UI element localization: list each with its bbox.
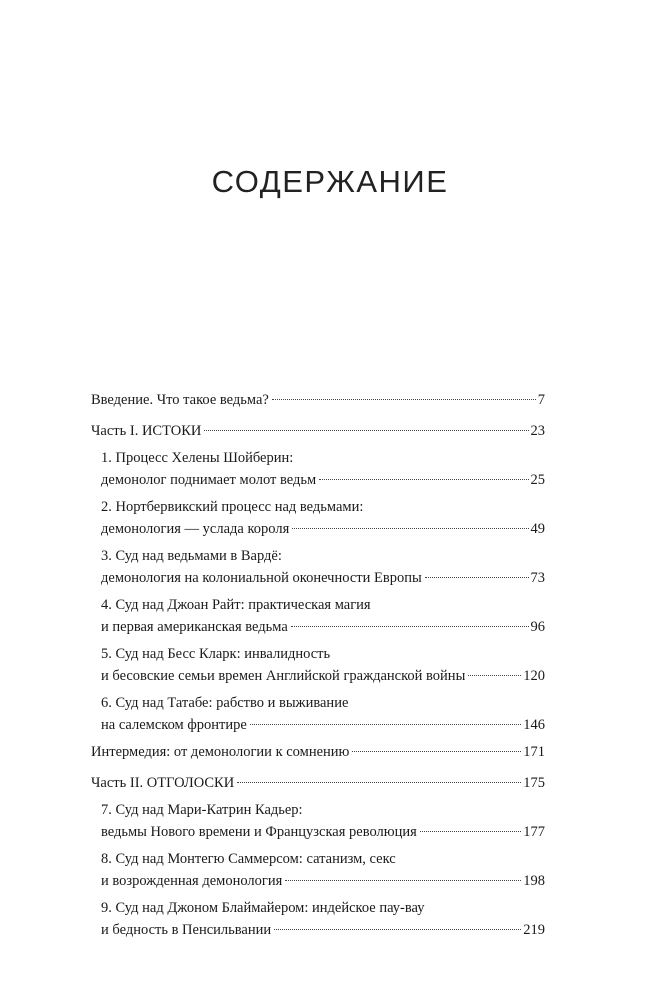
dot-leader (204, 430, 528, 431)
toc-entry-title: Часть II. ОТГОЛОСКИ (91, 775, 235, 791)
dot-leader (425, 577, 529, 578)
toc-entry-chapter-6 (101, 692, 545, 736)
toc-entry-subtitle: демонология — услада короля (101, 521, 290, 537)
dot-leader (292, 528, 528, 529)
toc-page-number: 49 (530, 521, 545, 537)
toc-entry-title: 1. Процесс Хелены Шойберин: (101, 450, 294, 466)
toc-page-number: 96 (530, 619, 545, 635)
toc-entry-title: 8. Суд над Монтегю Саммерсом: сатанизм, секс (101, 851, 396, 867)
toc-entry-chapter-3 (101, 545, 545, 589)
toc-entry-introduction (91, 389, 545, 411)
dot-leader (274, 929, 521, 930)
toc-entry-title: 5. Суд над Бесс Кларк: инвалидность (101, 646, 331, 662)
toc-page-number: 25 (530, 472, 545, 488)
dot-leader (272, 399, 536, 400)
toc-entry-subtitle: и бесовские семьи времен Английской гражданской войны (101, 668, 466, 684)
toc-entry-chapter-4 (101, 594, 545, 638)
toc-entry-title: 9. Суд над Джоном Блаймайером: индейское пау-вау (101, 900, 425, 916)
toc-entry-chapter-7 (101, 799, 545, 843)
toc-entry-chapter-2 (101, 496, 545, 540)
toc-entry-part-1 (91, 420, 545, 442)
toc-page-number: 146 (523, 717, 545, 733)
toc-entry-subtitle: и бедность в Пенсильвании (101, 922, 272, 938)
toc-entry-subtitle: на салемском фронтире (101, 717, 247, 733)
toc-entry-chapter-9 (101, 897, 545, 941)
toc-entry-title: 6. Суд над Татабе: рабство и выживание (101, 695, 349, 711)
toc-entry-subtitle: ведьмы Нового времени и Французская революция (101, 824, 417, 840)
toc-page-number: 23 (530, 423, 545, 439)
toc-entry-title: 4. Суд над Джоан Райт: практическая магия (101, 597, 371, 613)
toc-page-number: 120 (523, 668, 545, 684)
dot-leader (250, 724, 521, 725)
toc-entry-title: 7. Суд над Мари-Катрин Кадьер: (101, 802, 303, 818)
table-of-contents (91, 389, 545, 941)
toc-entry-subtitle: демонолог поднимает молот ведьм (101, 472, 317, 488)
toc-entry-chapter-5 (101, 643, 545, 687)
toc-entry-title: 2. Нортбервикский процесс над ведьмами: (101, 499, 364, 515)
toc-entry-subtitle: и возрожденная демонология (101, 873, 283, 889)
toc-page-number: 219 (523, 922, 545, 938)
toc-entry-title: Введение. Что такое ведьма? (91, 392, 269, 408)
toc-page-number: 7 (537, 392, 545, 408)
dot-leader (285, 880, 521, 881)
toc-entry-subtitle: демонология на колониальной оконечности Европы (101, 570, 422, 586)
toc-entry-chapter-8 (101, 848, 545, 892)
dot-leader (352, 751, 521, 752)
page-title: СОДЕРЖАНИЕ (211, 164, 449, 199)
toc-page-number: 73 (530, 570, 545, 586)
toc-entry-chapter-1 (101, 447, 545, 491)
toc-page-number: 177 (523, 824, 545, 840)
dot-leader (319, 479, 528, 480)
toc-page-number: 198 (523, 873, 545, 889)
dot-leader (291, 626, 529, 627)
toc-page-number: 171 (523, 744, 545, 760)
toc-entry-subtitle: и первая американская ведьма (101, 619, 288, 635)
toc-entry-title: Часть I. ИСТОКИ (91, 423, 202, 439)
toc-entry-title: Интермедия: от демонологии к сомнению (91, 744, 350, 760)
dot-leader (420, 831, 521, 832)
toc-entry-title: 3. Суд над ведьмами в Вардё: (101, 548, 282, 564)
toc-entry-interlude (91, 741, 545, 763)
toc-page-number: 175 (523, 775, 545, 791)
dot-leader (237, 782, 521, 783)
dot-leader (468, 675, 521, 676)
toc-entry-part-2 (91, 772, 545, 794)
